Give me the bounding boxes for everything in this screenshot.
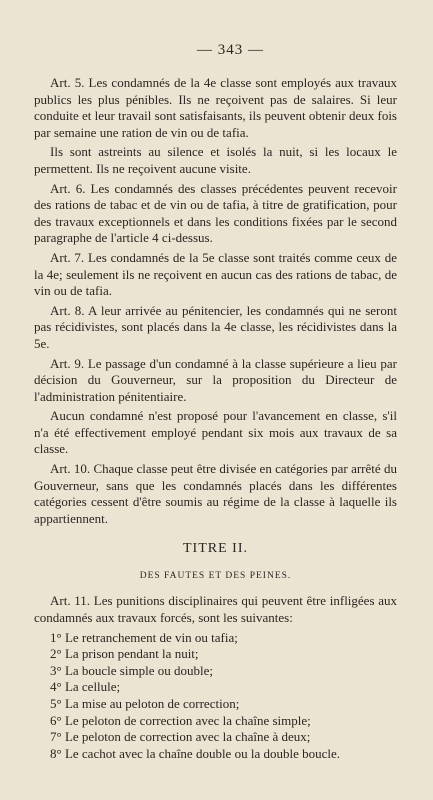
- section-title: TITRE II.: [183, 541, 248, 557]
- list-item: 6° Le peloton de correction avec la chaîne simple;: [50, 712, 311, 728]
- list-item: 2° La prison pendant la nuit;: [50, 646, 199, 662]
- list-item: 8° Le cachot avec la chaîne double ou la double boucle.: [50, 745, 340, 761]
- list-item: 7° Le peloton de correction avec la chaîne à deux;: [50, 729, 311, 745]
- article-6: Art. 6. Les condamnés des classes précédentes peuvent recevoir des rations de tabac et de vin ou de tafia, à titre de gratification, pour des travaux exceptionnels et dans les conditions fixées par le second paragraphe de l'article 4 ci-dessus.: [34, 180, 397, 246]
- list-item: 5° La mise au peloton de correction;: [50, 696, 240, 711]
- article-5-continued: Ils sont astreints au silence et isolés la nuit, si les locaux le permettent. Ils ne reçoivent aucune visite.: [34, 144, 397, 176]
- article-10: Art. 10. Chaque classe peut être divisée en catégories par arrêté du Gouverneur, sans que les condamnés placés dans les différentes catégories cessent d'être soumis au régime de la classe à laquelle ils appartiennent.: [34, 461, 397, 526]
- article-7: Art. 7. Les condamnés de la 5e classe sont traités comme ceux de la 4e; seulement ils ne reçoivent en aucun cas des rations de tabac, de vin ou de tafia.: [34, 249, 397, 299]
- list-item: 1° Le retranchement de vin ou tafia;: [50, 629, 238, 645]
- article-9-continued: Aucun condamné n'est proposé pour l'avancement en classe, s'il n'a été effectivement employé pendant six mois aux travaux de sa classe.: [34, 408, 397, 457]
- page-number: — 343 —: [197, 42, 264, 58]
- list-item: 3° La boucle simple ou double;: [50, 662, 213, 678]
- article-11: Art. 11. Les punitions disciplinaires qui peuvent être infligées aux condamnés aux travaux forcés, sont les suivantes:: [34, 593, 397, 626]
- punishment-list: [34, 630, 397, 763]
- section-subtitle: DES FAUTES ET DES PEINES.: [139, 571, 292, 582]
- article-5: Art. 5. Les condamnés de la 4e classe sont employés aux travaux publics les plus pénibles. Ils ne reçoivent pas de salaires. Si leur conduite et leur travail sont satisfaisants, ils peuvent obtenir deux fois par semaine une ration de vin ou de tafia.: [34, 75, 397, 140]
- article-8: Art. 8. A leur arrivée au pénitencier, les condamnés qui ne seront pas récidivistes, sont placés dans la 4e classe, les récidivistes dans la 5e.: [34, 302, 397, 351]
- list-item: 4° La cellule;: [50, 679, 121, 695]
- article-9: Art. 9. Le passage d'un condamné à la classe supérieure a lieu par décision du Gouverneur, sur la proposition du Directeur de l'administration pénitentiaire.: [34, 355, 397, 404]
